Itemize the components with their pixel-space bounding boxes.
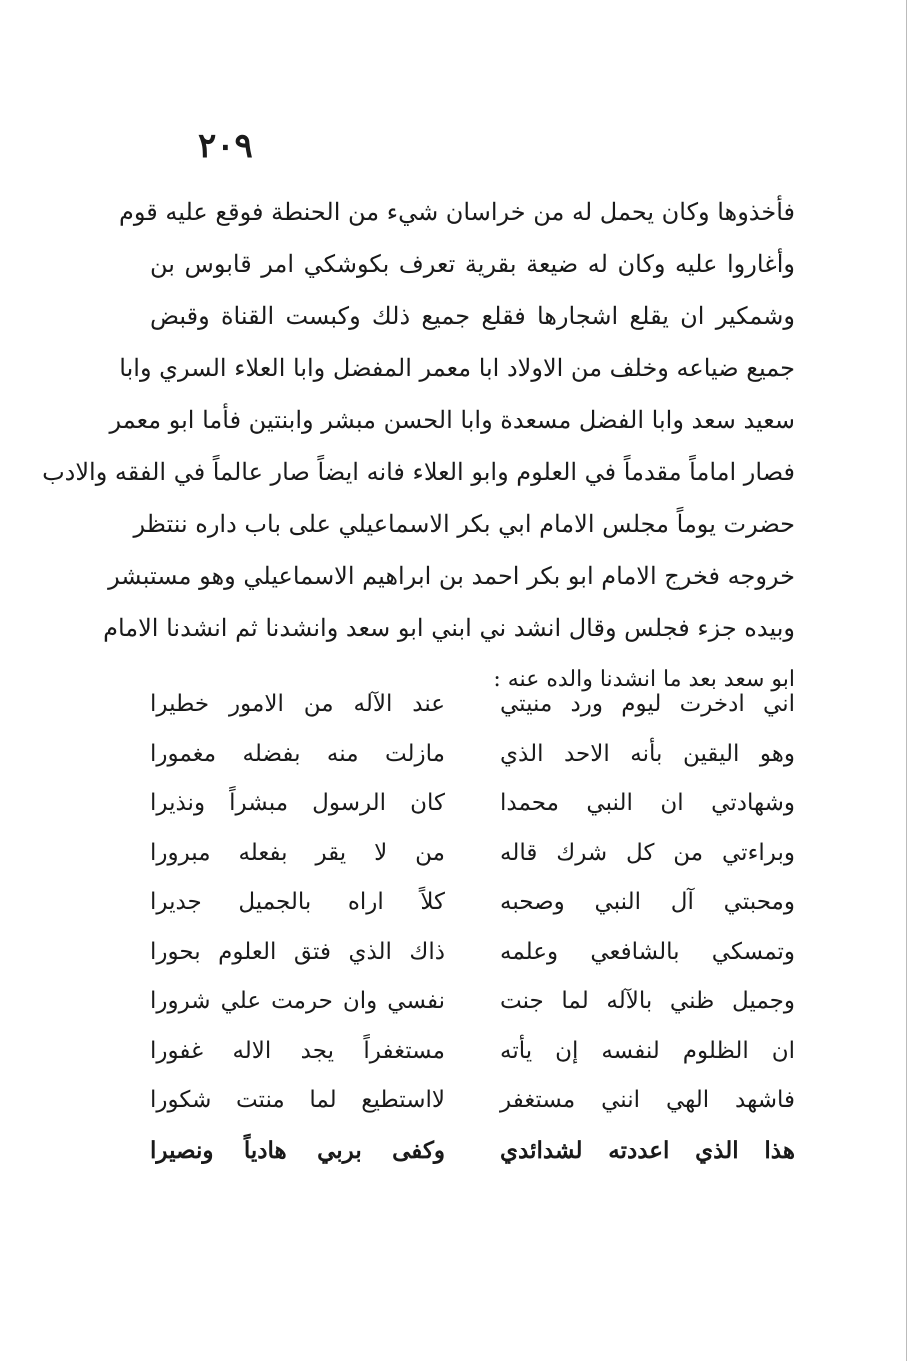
verse [150, 779, 795, 829]
verse [150, 829, 795, 879]
first-hemistich: فاشهد الهي انني مستغفر [500, 1087, 795, 1114]
second-hemistich: مازلت منه بفضله مغمورا [150, 740, 445, 767]
prose-line: فأخذوها وكان يحمل له من خراسان شيء من الحنطة فوقع عليه قوم [119, 198, 795, 226]
first-hemistich: ان الظلوم لنفسه إن يأته [500, 1037, 795, 1064]
first-hemistich: وتمسكي بالشافعي وعلمه [500, 938, 795, 965]
second-hemistich: نفسي وان حرمت علي شرورا [150, 988, 445, 1015]
second-hemistich: ذاك الذي فتق العلوم بحورا [150, 938, 445, 965]
prose-line: سعيد سعد وابا الفضل مسعدة وابا الحسن مبشر وابنتين فأما ابو معمر [109, 406, 795, 434]
verse [150, 680, 795, 730]
prose-line: وشمكير ان يقلع اشجارها فقلع جميع ذلك وكبست القناة وقبض [150, 302, 795, 330]
first-hemistich: وبراءتي من كل شرك قاله [500, 839, 795, 866]
prose-line: خروجه فخرج الامام ابو بكر احمد بن ابراهيم الاسماعيلي وهو مستبشر [108, 562, 795, 590]
verse [150, 730, 795, 780]
page-edge [906, 0, 907, 1361]
verse [150, 1076, 795, 1126]
prose-line: فصار اماماً مقدماً في العلوم وابو العلاء فانه ايضاً صار عالماً في الفقه والادب [42, 458, 795, 486]
first-hemistich: اني ادخرت ليوم ورد منيتي [500, 691, 795, 718]
prose-line: وبيده جزء فجلس وقال انشد ني ابني ابو سعد وانشدنا ثم انشدنا الامام [103, 614, 795, 642]
second-hemistich: كلاً اراه بالجميل جديرا [150, 889, 445, 916]
prose-line: حضرت يوماً مجلس الامام ابي بكر الاسماعيلي على باب داره ننتظر [133, 510, 795, 538]
first-hemistich: وشهادتي ان النبي محمدا [500, 790, 795, 817]
second-hemistich: مستغفراً يجد الاله غفورا [150, 1037, 445, 1064]
second-hemistich: لااستطيع لما منتت شكورا [150, 1087, 445, 1114]
first-hemistich: ومحبتي آل النبي وصحبه [500, 889, 795, 916]
second-hemistich: كان الرسول مبشراً ونذيرا [150, 790, 445, 817]
verse [150, 928, 795, 978]
verse [150, 1027, 795, 1077]
prose-block [42, 186, 795, 706]
prose-line: ابو سعد بعد ما انشدنا والده عنه : [493, 667, 795, 692]
second-hemistich: وكفى بربي هادياً ونصيرا [150, 1136, 445, 1164]
second-hemistich: عند الآله من الامور خطيرا [150, 691, 445, 718]
prose-line: وأغاروا عليه وكان له ضيعة بقرية تعرف بكوشكي امر قابوس بن [150, 250, 795, 278]
verse [150, 1126, 795, 1176]
prose-line: جميع ضياعه وخلف من الاولاد ابا معمر المفضل وابا العلاء السري وابا [119, 354, 795, 382]
page-number: ٢٠٩ [198, 126, 253, 166]
second-hemistich: من لا يقر بفعله مبرورا [150, 839, 445, 866]
verse [150, 977, 795, 1027]
first-hemistich: هذا الذي اعددته لشدائدي [500, 1136, 795, 1164]
poem [150, 680, 795, 1175]
first-hemistich: وهو اليقين بأنه الاحد الذي [500, 740, 795, 767]
first-hemistich: وجميل ظني بالآله لما جنت [500, 988, 795, 1015]
verse [150, 878, 795, 928]
